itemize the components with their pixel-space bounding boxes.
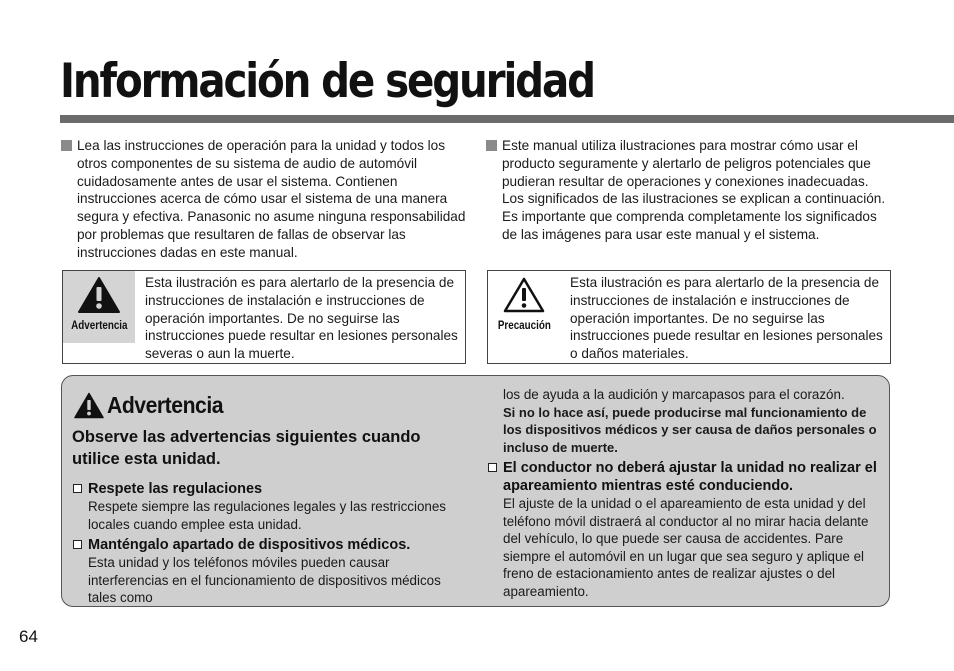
warning-panel-header bbox=[74, 392, 233, 419]
bullet-square-icon bbox=[486, 140, 497, 151]
section-heading-text: El conductor no deberá ajustar la unidad no realizar el apareamiento mientras esté conduciendo. bbox=[503, 460, 877, 494]
warning-symbol-label: Advertencia bbox=[70, 318, 128, 332]
caution-symbol-label: Precaución bbox=[497, 318, 551, 332]
page-title: Información de seguridad bbox=[60, 54, 594, 109]
bullet-square-icon bbox=[61, 140, 72, 151]
page-number: 64 bbox=[19, 627, 38, 646]
warning-panel-subheading: Observe las advertencias siguientes cuando utilice esta unidad. bbox=[72, 428, 421, 468]
caution-triangle-icon bbox=[502, 276, 546, 314]
section-heading-driver bbox=[487, 459, 882, 495]
caution-symbol-cell bbox=[488, 271, 560, 343]
warning-panel-left-column bbox=[72, 480, 467, 607]
section-body-driver: El ajuste de la unidad o el apareamiento de esta unidad y del teléfono móvil distraerá al conductor al no mirar hacia delante del vehículo, lo que puede ser causa de accidentes. Pare siempre el automóvil en un lugar que sea seguro y aplique el freno de estacionamiento antes de realizar ajustes o del apareamiento. bbox=[503, 496, 869, 599]
warning-symbol-text: Esta ilustración es para alertarlo de la presencia de instrucciones de instalación e instrucciones de operación importantes. De no seguirse las instrucciones puede resultar en lesiones personales severas o aun la muerte. bbox=[145, 275, 458, 362]
section-body-medical-continued: los de ayuda a la audición y marcapasos para el corazón. bbox=[503, 387, 845, 402]
warning-triangle-icon bbox=[74, 392, 104, 419]
warning-symbol-cell bbox=[63, 271, 135, 343]
section-heading-regulations bbox=[72, 480, 467, 498]
checkbox-icon bbox=[73, 540, 82, 549]
intro-right bbox=[502, 137, 892, 244]
checkbox-icon bbox=[73, 484, 82, 493]
caution-symbol-text: Esta ilustración es para alertarlo de la presencia de instrucciones de instalación e instrucciones de operación importantes. De no seguirse las instrucciones puede resultar en lesiones personales o daños materiales. bbox=[570, 275, 883, 362]
warning-symbol-box bbox=[62, 270, 466, 364]
warning-triangle-icon bbox=[77, 276, 121, 314]
section-heading-text: Respete las regulaciones bbox=[88, 481, 263, 497]
intro-left-text: Lea las instrucciones de operación para la unidad y todos los otros componentes de su sistema de audio de automóvil cuidadosamente antes de usar el sistema. Contienen instrucciones acerca de cómo usar el sistema de una manera segura y efectiva. Panasonic no asume ninguna responsabilidad por problemas que resultaren de fallas de observar las instrucciones dadas en este manual. bbox=[77, 138, 466, 260]
section-body-medical-warning: Si no lo hace así, puede producirse mal funcionamiento de los dispositivos médicos y ser causa de daños personales o incluso de muerte. bbox=[503, 404, 877, 455]
section-heading-text: Manténgalo apartado de dispositivos médicos. bbox=[88, 537, 411, 553]
intro-right-text: Este manual utiliza ilustraciones para mostrar cómo usar el producto seguramente y alertarlo de peligros potenciales que pudieran resultar de operaciones y conexiones inadecuadas. Los significados de las ilustraciones se explican a continuación. Es importante que comprenda completamente los significados de las imágenes para usar este manual y el sistema. bbox=[502, 138, 886, 242]
title-rule bbox=[60, 115, 954, 123]
intro-left bbox=[77, 137, 477, 262]
section-body-regulations: Respete siempre las regulaciones legales y las restricciones locales cuando emplee esta unidad. bbox=[88, 499, 446, 532]
section-heading-medical bbox=[72, 536, 467, 554]
section-body-medical: Esta unidad y los teléfonos móviles pueden causar interferencias en el funcionamiento de dispositivos médicos tales como bbox=[88, 555, 441, 605]
warning-panel-right-column bbox=[487, 386, 882, 600]
warning-panel-heading: Advertencia bbox=[107, 392, 224, 418]
caution-symbol-box bbox=[487, 270, 891, 364]
warning-panel bbox=[61, 375, 890, 607]
checkbox-icon bbox=[488, 463, 497, 472]
